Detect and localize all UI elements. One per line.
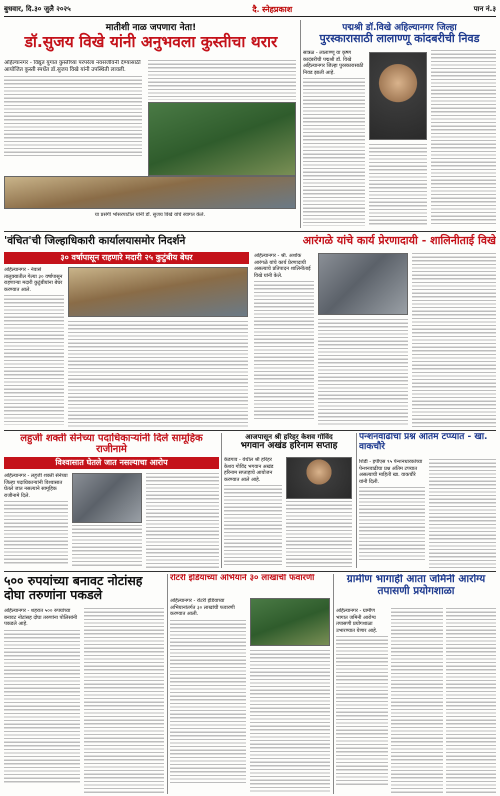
story1-caption: या प्रसंगी भोसरपाटील यांनी डॉ. सुजय विखे यांचे स्वागत केले. xyxy=(94,212,206,218)
story3-body-text-right xyxy=(254,281,314,421)
newspaper-title: दै. स्नेहप्रकाश xyxy=(252,4,293,14)
story1-lead: अहिल्यानगर - विद्युत युगात कुस्तीच्या परंपरेला नवसंजीवनी देण्यासाठी आयोजित कुस्ती स्पर्धेत डॉ.सुजय विखे यांनी उपस्थिती लावली. xyxy=(4,60,141,74)
column-divider xyxy=(300,20,301,228)
story8-headline: रोटरी इंडियाच्या अभियाने ३० लाखांची फवारणी xyxy=(170,574,315,583)
story2-kicker: पद्मश्री डॉ.विखे अहिल्यानगर जिल्हा xyxy=(342,23,457,33)
story9-body-text xyxy=(336,636,388,786)
story3-headline-left: 'वंचित'ची जिल्हाधिकारी कार्यालयासमोर निदर्शने xyxy=(4,234,186,247)
story4-body-mid xyxy=(72,525,142,568)
story8-photo xyxy=(250,598,330,646)
story1-body-text xyxy=(4,76,142,156)
story1-photo-left xyxy=(4,176,296,209)
story8-body-text xyxy=(170,620,246,785)
story-bogus-notes xyxy=(4,574,164,794)
story7-body-right xyxy=(84,608,164,794)
story4-subhead: विश्वासात घेतले जात नसल्याचा आरोप xyxy=(4,457,219,469)
story4-headline: लहुजी शक्ती सेनेच्या पदाधिकाऱ्यांनी दिले सामूहिक राजीनामे xyxy=(20,433,203,455)
story2-body-right xyxy=(431,50,496,226)
column-divider-4 xyxy=(167,574,168,794)
story7-body-left xyxy=(4,608,80,794)
story6-headline: पेन्शनवाढीचा प्रश्न अंतिम टप्प्यात - खा. वाकचौरे xyxy=(359,433,488,452)
story5-body-left xyxy=(224,457,282,568)
story7-headline: ५०० रुपयांच्या बनावट नोटांसह दोघा तरुणांना पकडले xyxy=(4,574,143,602)
story-harinam-saptah xyxy=(224,433,354,570)
story7-body-text xyxy=(4,630,80,785)
story3-photo-felicitation xyxy=(318,253,408,315)
story3-body-right xyxy=(254,253,314,427)
story2-headline: पुरस्कारासाठी लालाण्णू कांदबरीची निवड xyxy=(319,32,480,45)
story3-body-mid xyxy=(68,321,248,427)
column-divider-5 xyxy=(333,574,334,794)
story5-body-text xyxy=(224,485,282,565)
story5-kicker: आजपासून श्री हरिहर केशव गोविंद xyxy=(245,433,333,441)
issue-date: बुधवार, दि.३० जुलै २०२५ xyxy=(4,5,71,13)
story-lalannu-award xyxy=(303,20,496,230)
story-vanchit-aarangale xyxy=(4,233,496,429)
story1-body-left xyxy=(4,60,142,175)
story6-body-text xyxy=(359,487,425,562)
story4-body-right xyxy=(146,473,219,568)
story-pension-vadh xyxy=(359,433,496,570)
story3-lead-left: अहिल्यानगर - नेवासे तालुक्यातील गेल्या ३० वर्षापासून राहणाऱ्या मदारी कुटुंबीयांना बेघर करण्यात आले. xyxy=(4,267,63,293)
story3-subhead-left: ३० वर्षापासून राहणारे मदारी २५ कुटुंबीय बेघर xyxy=(4,252,249,264)
story-vikhe-kusti xyxy=(4,20,298,230)
story5-deity-photo xyxy=(286,457,352,499)
story8-lead: अहिल्यानगर - रोटरी इंडियाच्या अभियानांतर्गत ३० लाखांची फवारणी करण्यात आली. xyxy=(170,598,235,617)
story-soil-lab xyxy=(336,574,496,794)
story3-headline-right: आरंगळे यांचे कार्य प्रेरणादायी - शालिनीताई विखे xyxy=(302,234,496,248)
story3-photo-protest xyxy=(68,267,248,317)
story4-photo xyxy=(72,473,142,523)
story1-photo-right xyxy=(148,102,296,176)
column-divider-3 xyxy=(356,433,357,568)
story9-body-mid xyxy=(391,608,443,794)
story8-body-right xyxy=(250,650,330,794)
story1-body-text-right xyxy=(148,60,296,100)
story2-body-left xyxy=(303,50,365,226)
story5-body-right xyxy=(286,501,352,568)
story2-body-text xyxy=(303,78,365,226)
story1-body-right xyxy=(148,60,296,100)
story6-body-left xyxy=(359,459,425,568)
story3-body-right-2 xyxy=(318,319,408,427)
story9-body-right xyxy=(446,608,496,794)
story3-body-text xyxy=(4,295,64,425)
story9-body-left xyxy=(336,608,388,794)
story9-lead: अहिल्यानगर - ग्रामीण भागात जमिनी आरोग्य तपासणी प्रयोगशाळा उभारण्यात येणार आहे. xyxy=(336,608,378,634)
story7-lead: अहिल्यानगर - शहरात ५०० रुपयांच्या बनावट नोटांसह दोघा तरुणांना पोलिसांनी पकडले आहे. xyxy=(4,608,78,627)
story6-lead: शिर्डी - इपीएस ९५ पेन्शनधारकांच्या पेन्शनवाढीचा प्रश्न अंतिम टप्प्यात असल्याची माहिती खा. वाकचौरे यांनी दिली. xyxy=(359,459,423,485)
story4-body-text xyxy=(4,501,68,566)
story4-lead: अहिल्यानगर - लहुजी शक्ती सेनेच्या जिल्हा पदाधिकाऱ्यांनी विश्वासात घेतले जात नसल्याने सामूहिक राजीनामे दिले. xyxy=(4,473,68,499)
section-rule-3 xyxy=(4,571,496,572)
story4-body-left xyxy=(4,473,68,568)
story-rotary-spray xyxy=(170,574,330,794)
story3-lead-right: अहिल्यानगर - श्री. अशोक आरंगळे यांचे कार्य प्रेरणादायी असल्याचे प्रतिपादन शालिनीताई विखे यांनी केले. xyxy=(254,253,311,279)
section-rule-2 xyxy=(4,430,496,431)
page-number: पान नं.३ xyxy=(473,5,496,13)
column-divider-2 xyxy=(221,433,222,568)
story8-body-left xyxy=(170,598,246,794)
story6-body-right xyxy=(429,459,496,568)
story9-headline: ग्रामीण भागाही आता जमिनी आरोग्य तपासणी प्रयोगशाळा xyxy=(346,574,486,597)
masthead xyxy=(4,3,496,17)
story1-headline: डॉ.सुजय विखे यांनी अनुभवला कुस्तीचा थरार xyxy=(24,33,278,51)
story2-lead: सात्रळ - लालाण्णू या कृष्ण कादंबरीची पद्मश्री डॉ. विखे अहिल्यानगर जिल्हा पुरस्कारासाठी निवड झाली आहे. xyxy=(303,50,364,76)
story3-body-right-3 xyxy=(412,253,496,427)
section-rule-1 xyxy=(4,231,496,232)
story-lahuji-shakti xyxy=(4,433,219,570)
story1-kicker: मातीशी नाळ जपणारा नेता! xyxy=(105,23,197,33)
story5-headline: भगवान अखंड हरिनाम सप्ताह xyxy=(240,441,338,451)
story2-book-cover xyxy=(369,52,427,140)
story5-lead: केडगाव - येथील श्री हरिहर केशव गोविंद भगवान अखंड हरिनाम सप्ताहाचे आयोजन करण्यात आले आहे. xyxy=(224,457,274,483)
story2-body-middle xyxy=(369,144,427,226)
story3-body-left xyxy=(4,267,64,427)
